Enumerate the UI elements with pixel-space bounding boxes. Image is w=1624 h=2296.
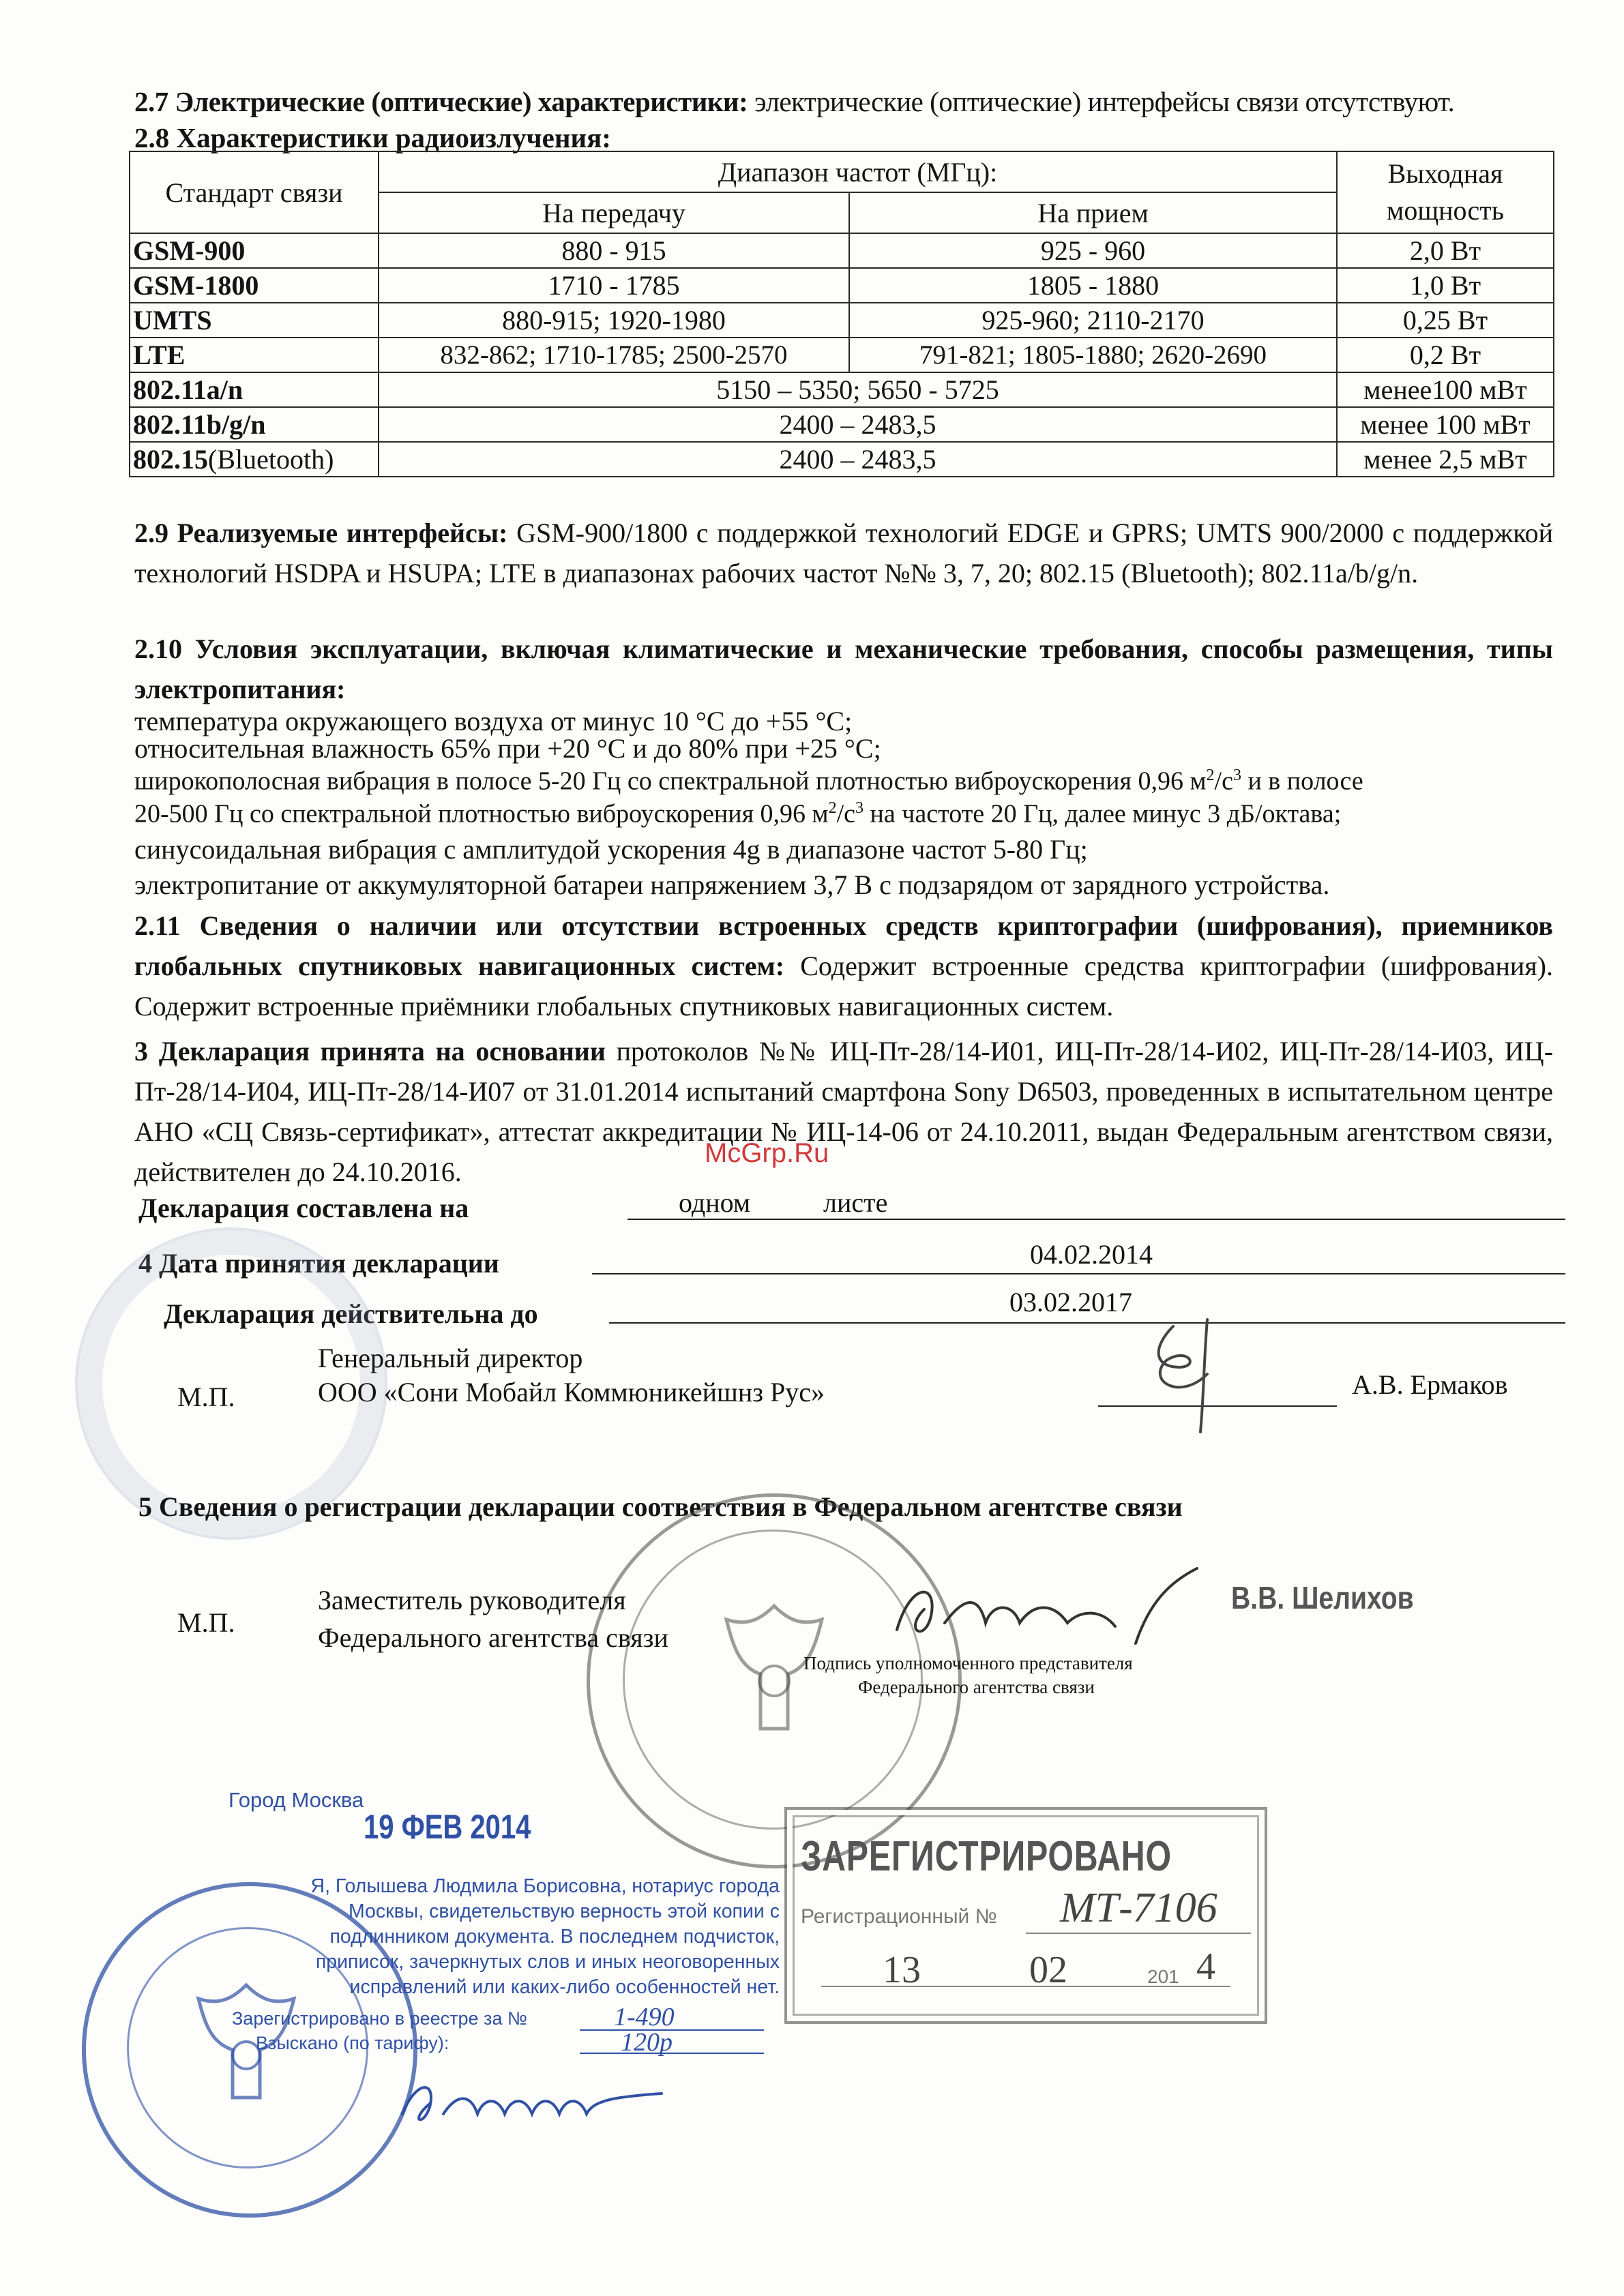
notary-line: исправлений или каких-либо особенностей нет. (349, 1976, 780, 1998)
vibration-text-b: и в полосе (1247, 766, 1363, 796)
cell-range: 2400 – 2483,5 (379, 407, 1337, 442)
cell-rx: 925 - 960 (849, 233, 1337, 268)
cell-tx: 880-915; 1920-1980 (379, 303, 849, 338)
notary-city: Город Москва (228, 1788, 364, 1812)
cell-tx: 880 - 915 (379, 233, 849, 268)
table-row (130, 442, 1554, 477)
registration-month: 02 (1029, 1949, 1067, 1991)
registration-stamp (784, 1807, 1267, 2024)
section-2-10-line: температура окружающего воздуха от минус 10 °С до +55 °С; (134, 706, 853, 736)
section-2-8-num: 2.8 (134, 122, 170, 153)
cell-power: 0,25 Вт (1337, 303, 1554, 338)
cell-standard: UMTS (130, 303, 379, 338)
valid-label: Декларация действительна до (164, 1298, 538, 1329)
date-label: 4 Дата принятия декларации (138, 1248, 499, 1279)
header-power: Выходная мощность (1337, 151, 1554, 233)
cell-power: менее100 мВт (1337, 372, 1554, 407)
registration-number-value: МТ-7106 (1060, 1885, 1217, 1931)
section-2-9-head: 2.9 Реализуемые интерфейсы: (134, 518, 508, 548)
section-2-10-line: синусоидальная вибрация с амплитудой ускорения 4g в диапазоне частот 5-80 Гц; (134, 834, 1088, 865)
superscript: 2 (828, 799, 837, 817)
section-2-10-line (134, 799, 1341, 829)
notary-seal (82, 1882, 417, 2218)
section-2-9 (134, 513, 1553, 593)
radio-emission-table (129, 151, 1554, 477)
section-2-8-head: Характеристики радиоизлучения: (176, 122, 611, 153)
eagle-emblem-icon (706, 1592, 842, 1756)
section-3 (134, 1031, 1553, 1192)
cell-rx: 1805 - 1880 (849, 268, 1337, 303)
section-2-10-line: относительная влажность 65% при +20 °С и до 80% при +25 °С; (134, 733, 881, 764)
cell-standard-bold: 802.15 (133, 444, 208, 475)
superscript: 3 (855, 799, 864, 817)
notary-fee-label: Взыскано (по тарифу): (256, 2033, 449, 2053)
section-2-7-num: 2.7 (134, 86, 168, 117)
cell-power: 2,0 Вт (1337, 233, 1554, 268)
section-3-text: протоколов №№ ИЦ-Пт-28/14-И01, ИЦ-Пт-28/14-И02, ИЦ-Пт-28/14-И03, ИЦ-Пт-28/14-И04, ИЦ-Пт-28/14-И07 от 31.01.2014 испытаний смартфона Sony D6503, проведенных в испытательном центре АНО «СЦ Связь-сертификат», аттестат аккредитации № ИЦ-14-06 от 24.10.2011, выдан Федеральным агентством связи, действителен до 24.10.2016. (134, 1036, 1554, 1187)
cell-rx: 925-960; 2110-2170 (849, 303, 1337, 338)
section-2-7-head: Электрические (оптические) характеристики: (175, 86, 748, 117)
cell-range: 2400 – 2483,5 (379, 442, 1337, 477)
signer-role-1: Генеральный директор (318, 1343, 583, 1373)
notary-reg-label: Зарегистрировано в реестре за № (232, 2008, 527, 2029)
table-header-row (130, 151, 1554, 192)
cell-power: менее 2,5 мВт (1337, 442, 1554, 477)
superscript: 3 (1232, 766, 1241, 784)
valid-value: 03.02.2017 (1009, 1287, 1132, 1317)
section-2-10-head (134, 629, 1553, 709)
vibration-text-d: на частоте 20 Гц, далее минус 3 дБ/октава; (870, 799, 1342, 829)
table-row (130, 233, 1554, 268)
notary-date: 19 ФЕВ 2014 (364, 1808, 531, 1846)
mp-label-2: М.П. (177, 1607, 235, 1638)
table-row (130, 338, 1554, 372)
signer-name-1: А.В. Ермаков (1352, 1369, 1508, 1400)
section-2-10-line (134, 766, 1363, 796)
composed-label: Декларация составлена на (138, 1193, 469, 1223)
signer-org-2: Федерального агентства связи (318, 1622, 668, 1653)
section-2-8 (134, 123, 611, 153)
table-row (130, 303, 1554, 338)
signer-caption-2: Федерального агентства связи (858, 1677, 1095, 1697)
section-2-10-line: электропитание от аккумуляторной батареи напряжением 3,7 В с подзарядом от зарядного устройства. (134, 869, 1330, 900)
composed-underline (628, 1219, 1565, 1220)
cell-standard: 802.11b/g/n (130, 407, 379, 442)
vibration-text-c: 20-500 Гц со спектральной плотностью виброускорения 0,96 м (134, 799, 829, 829)
header-range: Диапазон частот (МГц): (379, 151, 1337, 192)
section-5-head: 5 Сведения о регистрации декларации соответствия в Федеральном агентстве связи (138, 1491, 1183, 1522)
mp-label-1: М.П. (177, 1382, 235, 1412)
table-row (130, 407, 1554, 442)
notary-line: Москвы, свидетельствую верность этой копии с (348, 1900, 780, 1922)
header-standard: Стандарт связи (130, 151, 379, 233)
registration-number-underline (1026, 1933, 1251, 1934)
composed-value-1: одном (679, 1187, 751, 1218)
cell-standard (130, 442, 379, 477)
section-2-11-head: 2.11 Сведения о наличии или отсутствии встроенных средств криптографии (шифрования), приемников глобальных спутниковых навигационных систем: (134, 910, 1553, 981)
section-2-9-text: GSM-900/1800 с поддержкой технологий EDGE и GPRS; UMTS 900/2000 с поддержкой технологий HSDPA и HSUPA; LTE в диапазонах рабочих частот №№ 3, 7, 20; 802.15 (Bluetooth); 802.11a/b/g/n. (134, 518, 1554, 588)
per-symbol: /с (836, 799, 856, 829)
cell-power: 0,2 Вт (1337, 338, 1554, 372)
section-2-7 (134, 87, 1454, 117)
registration-day: 13 (883, 1949, 921, 1991)
cell-rx: 791-821; 1805-1880; 2620-2690 (849, 338, 1337, 372)
signer-caption-1: Подпись уполномоченного представителя (803, 1653, 1133, 1673)
superscript: 2 (1206, 766, 1215, 784)
notary-reg-value: 1-490 (614, 2003, 675, 2031)
vibration-text-a: широкополосная вибрация в полосе 5-20 Гц со спектральной плотностью виброускорения 0,96 м (134, 766, 1207, 796)
table-row (130, 372, 1554, 407)
section-2-10-title: 2.10 Условия эксплуатации, включая климатические и механические требования, способы размещения, типы электропитания: (134, 633, 1553, 704)
signer-company-1: ООО «Сони Мобайл Коммюникейшнз Рус» (318, 1377, 825, 1407)
cell-standard: GSM-900 (130, 233, 379, 268)
per-symbol: /с (1214, 766, 1233, 796)
section-2-11-text: Содержит встроенные средства криптографии (шифрования). Содержит встроенные приёмники глобальных спутниковых навигационных систем. (134, 951, 1554, 1022)
registration-year-digit: 4 (1196, 1945, 1215, 1988)
composed-value-2: листе (823, 1187, 888, 1218)
registration-year-prefix: 201 (1147, 1966, 1179, 1987)
cell-power: 1,0 Вт (1337, 268, 1554, 303)
cell-standard-rest: (Bluetooth) (208, 444, 334, 475)
header-tx: На передачу (379, 192, 849, 233)
date-value: 04.02.2014 (1030, 1239, 1153, 1270)
registration-number-label: Регистрационный № (801, 1905, 997, 1928)
eagle-emblem-icon (188, 1975, 304, 2118)
cell-standard: LTE (130, 338, 379, 372)
section-2-7-text: электрические (оптические) интерфейсы связи отсутствуют. (754, 86, 1455, 117)
notary-line: приписок, зачеркнутых слов и иных неоговоренных (315, 1951, 780, 1973)
cell-standard: 802.11a/n (130, 372, 379, 407)
registration-stamp-title: ЗАРЕГИСТРИРОВАНО (801, 1833, 1172, 1880)
notary-signature (389, 2066, 675, 2141)
valid-underline (609, 1322, 1565, 1324)
watermark: McGrp.Ru (705, 1138, 829, 1168)
signer-role-2: Заместитель руководителя (318, 1585, 626, 1615)
notary-line: подлинником документа. В последнем подчисток, (329, 1926, 780, 1948)
signature-shelikhov (876, 1562, 1217, 1664)
header-rx: На прием (849, 192, 1337, 233)
section-3-head: 3 Декларация принята на основании (134, 1036, 606, 1067)
signature-ermakov (1125, 1306, 1262, 1442)
notary-line: Я, Голышева Людмила Борисовна, нотариус города (310, 1875, 780, 1897)
cell-tx: 1710 - 1785 (379, 268, 849, 303)
cell-power: менее 100 мВт (1337, 407, 1554, 442)
section-2-11 (134, 906, 1553, 1026)
cell-range: 5150 – 5350; 5650 - 5725 (379, 372, 1337, 407)
date-underline (592, 1273, 1565, 1274)
cell-standard: GSM-1800 (130, 268, 379, 303)
notary-fee-value: 120р (621, 2028, 673, 2057)
cell-tx: 832-862; 1710-1785; 2500-2570 (379, 338, 849, 372)
signer-name-2: В.В. Шелихов (1231, 1580, 1414, 1615)
table-row (130, 268, 1554, 303)
